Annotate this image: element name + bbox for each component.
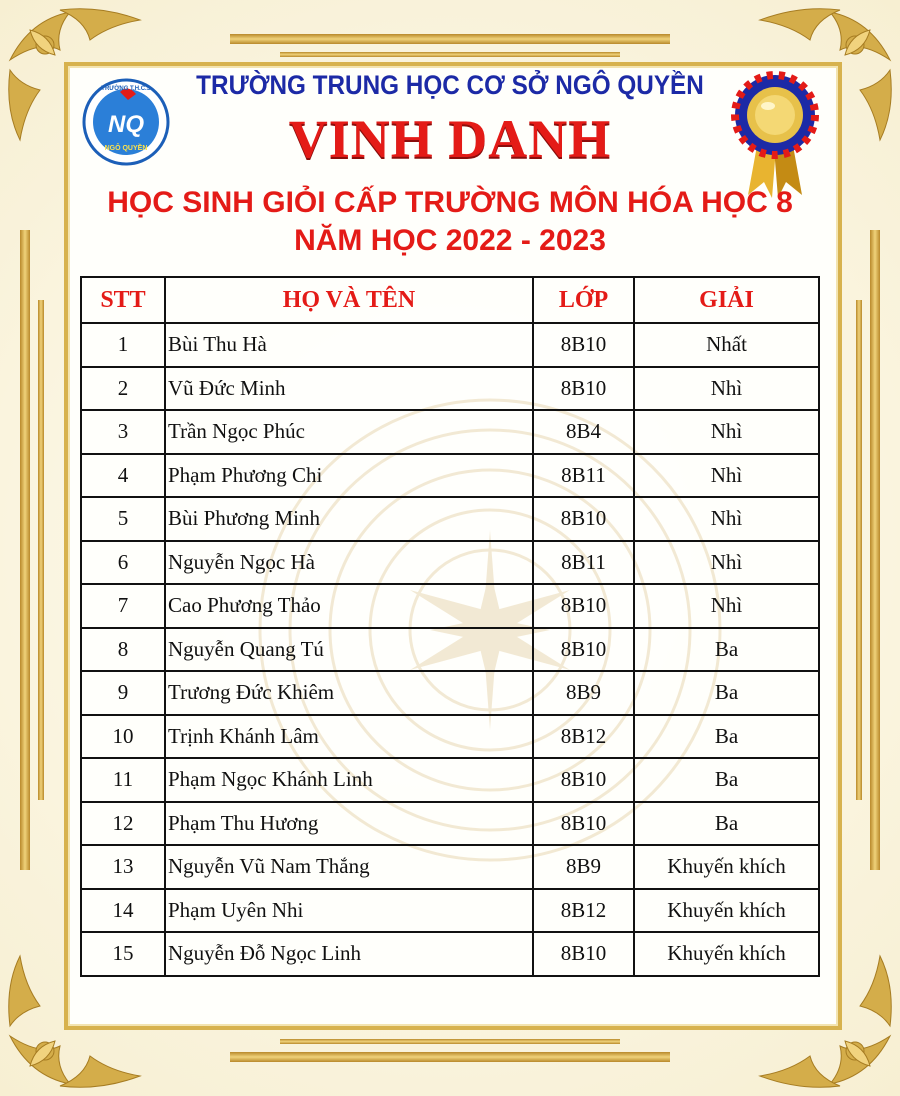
row-stt: 10 bbox=[81, 715, 165, 759]
row-name: Vũ Đức Minh bbox=[165, 367, 533, 411]
frame-bar-bottom bbox=[230, 1052, 670, 1062]
row-class: 8B11 bbox=[533, 541, 634, 585]
row-award: Nhì bbox=[634, 541, 819, 585]
logo-monogram: NQ bbox=[108, 111, 144, 138]
row-award: Ba bbox=[634, 628, 819, 672]
frame-bar-right-inner bbox=[856, 300, 862, 800]
row-class: 8B10 bbox=[533, 628, 634, 672]
table-row bbox=[81, 367, 819, 411]
row-name: Trần Ngọc Phúc bbox=[165, 410, 533, 454]
award-table bbox=[80, 276, 820, 977]
row-stt: 1 bbox=[81, 323, 165, 367]
row-award: Nhì bbox=[634, 584, 819, 628]
row-award: Khuyến khích bbox=[634, 845, 819, 889]
table-row bbox=[81, 584, 819, 628]
row-name: Nguyễn Quang Tú bbox=[165, 628, 533, 672]
row-class: 8B4 bbox=[533, 410, 634, 454]
row-name: Nguyễn Ngọc Hà bbox=[165, 541, 533, 585]
logo-bottom-text: NGÔ QUYỀN bbox=[104, 145, 148, 152]
column-header-name: HỌ VÀ TÊN bbox=[165, 277, 533, 323]
row-class: 8B10 bbox=[533, 497, 634, 541]
row-name: Trương Đức Khiêm bbox=[165, 671, 533, 715]
row-award: Khuyến khích bbox=[634, 932, 819, 976]
table-row bbox=[81, 932, 819, 976]
row-stt: 5 bbox=[81, 497, 165, 541]
table-header-row bbox=[81, 277, 819, 323]
row-stt: 9 bbox=[81, 671, 165, 715]
row-award: Nhì bbox=[634, 454, 819, 498]
row-award: Nhất bbox=[634, 323, 819, 367]
row-stt: 13 bbox=[81, 845, 165, 889]
table-row bbox=[81, 323, 819, 367]
table-row bbox=[81, 410, 819, 454]
row-class: 8B9 bbox=[533, 671, 634, 715]
column-header-award: GIẢI bbox=[634, 277, 819, 323]
row-name: Nguyễn Đỗ Ngọc Linh bbox=[165, 932, 533, 976]
row-award: Ba bbox=[634, 802, 819, 846]
row-class: 8B10 bbox=[533, 323, 634, 367]
table-row bbox=[81, 715, 819, 759]
subtitle-line-1: HỌC SINH GIỎI CẤP TRƯỜNG MÔN HÓA HỌC 8 bbox=[107, 186, 793, 219]
row-award: Ba bbox=[634, 715, 819, 759]
row-class: 8B10 bbox=[533, 367, 634, 411]
subtitle-line-2: NĂM HỌC 2022 - 2023 bbox=[294, 224, 606, 257]
row-award: Nhì bbox=[634, 410, 819, 454]
table-row bbox=[81, 758, 819, 802]
frame-bar-bottom-inner bbox=[280, 1039, 620, 1044]
row-class: 8B12 bbox=[533, 715, 634, 759]
table-row bbox=[81, 497, 819, 541]
column-header-stt: STT bbox=[81, 277, 165, 323]
row-stt: 3 bbox=[81, 410, 165, 454]
table-row bbox=[81, 671, 819, 715]
row-stt: 2 bbox=[81, 367, 165, 411]
table-row bbox=[81, 845, 819, 889]
row-award: Nhì bbox=[634, 367, 819, 411]
row-class: 8B10 bbox=[533, 758, 634, 802]
row-award: Ba bbox=[634, 758, 819, 802]
frame-bar-left bbox=[20, 230, 30, 870]
table-row bbox=[81, 802, 819, 846]
row-class: 8B10 bbox=[533, 932, 634, 976]
banner-title: VINH DANH bbox=[288, 109, 612, 169]
row-class: 8B12 bbox=[533, 889, 634, 933]
school-logo bbox=[82, 78, 170, 166]
row-stt: 11 bbox=[81, 758, 165, 802]
frame-bar-left-inner bbox=[38, 300, 44, 800]
row-class: 8B10 bbox=[533, 802, 634, 846]
row-name: Nguyễn Vũ Nam Thắng bbox=[165, 845, 533, 889]
row-name: Bùi Phương Minh bbox=[165, 497, 533, 541]
gold-medal-icon bbox=[730, 70, 820, 200]
frame-bar-top bbox=[230, 34, 670, 44]
row-award: Ba bbox=[634, 671, 819, 715]
row-stt: 15 bbox=[81, 932, 165, 976]
table-row bbox=[81, 889, 819, 933]
row-stt: 12 bbox=[81, 802, 165, 846]
table-row bbox=[81, 628, 819, 672]
row-stt: 8 bbox=[81, 628, 165, 672]
row-stt: 14 bbox=[81, 889, 165, 933]
row-name: Phạm Phương Chi bbox=[165, 454, 533, 498]
frame-bar-right bbox=[870, 230, 880, 870]
row-name: Phạm Uyên Nhi bbox=[165, 889, 533, 933]
frame-bar-top-inner bbox=[280, 52, 620, 57]
row-name: Trịnh Khánh Lâm bbox=[165, 715, 533, 759]
column-header-class: LỚP bbox=[533, 277, 634, 323]
row-class: 8B9 bbox=[533, 845, 634, 889]
row-name: Phạm Ngọc Khánh Linh bbox=[165, 758, 533, 802]
table-row bbox=[81, 541, 819, 585]
row-class: 8B11 bbox=[533, 454, 634, 498]
row-name: Cao Phương Thảo bbox=[165, 584, 533, 628]
logo-top-text: TRƯỜNG T.H.C.S bbox=[101, 86, 151, 92]
row-class: 8B10 bbox=[533, 584, 634, 628]
row-name: Phạm Thu Hương bbox=[165, 802, 533, 846]
row-stt: 7 bbox=[81, 584, 165, 628]
table-row bbox=[81, 454, 819, 498]
row-stt: 4 bbox=[81, 454, 165, 498]
row-award: Nhì bbox=[634, 497, 819, 541]
school-name: TRƯỜNG TRUNG HỌC CƠ SỞ NGÔ QUYỀN bbox=[196, 70, 704, 100]
row-name: Bùi Thu Hà bbox=[165, 323, 533, 367]
row-stt: 6 bbox=[81, 541, 165, 585]
row-award: Khuyến khích bbox=[634, 889, 819, 933]
